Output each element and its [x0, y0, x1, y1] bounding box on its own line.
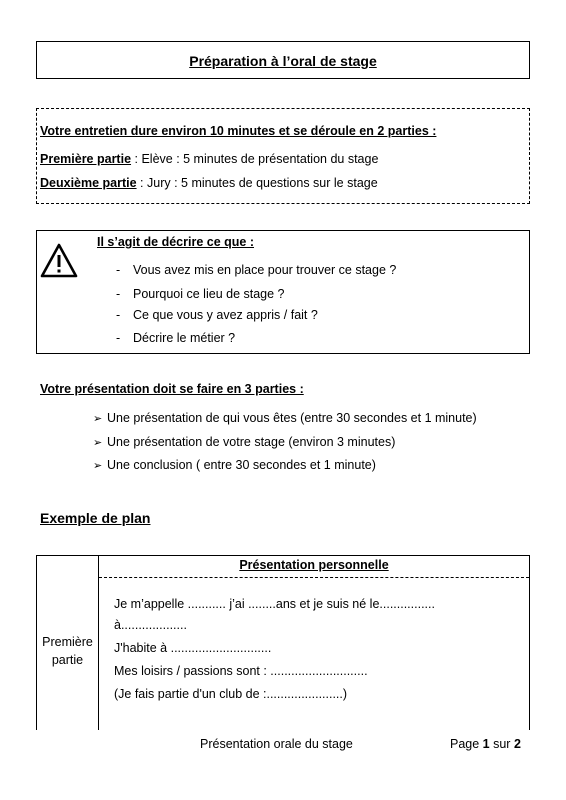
plan-line: Je m’appelle ........... j’ai ........ans et je suis né le................: [114, 597, 435, 611]
plan-line: (Je fais partie d'un club de :......................): [114, 687, 348, 701]
warning-item: - Vous avez mis en place pour trouver ce stage ?: [116, 263, 397, 277]
warning-item: - Ce que vous y avez appris / fait ?: [116, 308, 318, 322]
plan-line: à...................: [114, 618, 187, 632]
footer-page-number: Page 1 sur 2: [450, 737, 521, 751]
page-title: Préparation à l’oral de stage: [189, 53, 377, 69]
presentation-item: ➢ Une présentation de qui vous êtes (entre 30 secondes et 1 minute): [93, 411, 477, 425]
warning-heading: Il s’agit de décrire ce que :: [97, 235, 255, 249]
info-part2: [40, 176, 378, 190]
plan-subheading: Présentation personnelle: [239, 558, 389, 572]
presentation-heading: Votre présentation doit se faire en 3 parties :: [40, 382, 304, 396]
info-heading: Votre entretien dure environ 10 minutes et se déroule en 2 parties :: [40, 124, 437, 138]
presentation-item: ➢ Une conclusion ( entre 30 secondes et 1 minute): [93, 458, 376, 472]
example-heading: Exemple de plan: [40, 510, 151, 526]
warning-item: - Décrire le métier ?: [116, 331, 236, 345]
part1-label: Première partie: [40, 152, 132, 166]
plan-row-label: Première partie: [42, 635, 93, 667]
plan-table: [36, 555, 530, 730]
warning-item: - Pourquoi ce lieu de stage ?: [116, 287, 285, 301]
part2-label: Deuxième partie: [40, 176, 137, 190]
presentation-item: ➢ Une présentation de votre stage (environ 3 minutes): [93, 435, 396, 449]
plan-line: J'habite à .............................: [114, 641, 272, 655]
info-part1: [40, 152, 378, 166]
part1-text: : Elève : 5 minutes de présentation du stage: [131, 152, 379, 166]
plan-subheading-rule: [99, 577, 529, 578]
footer-title: Présentation orale du stage: [200, 737, 353, 751]
plan-line: Mes loisirs / passions sont : ............................: [114, 664, 368, 678]
warning-triangle-icon: [40, 242, 78, 280]
part2-text: : Jury : 5 minutes de questions sur le stage: [136, 176, 378, 190]
plan-divider: [98, 555, 99, 730]
